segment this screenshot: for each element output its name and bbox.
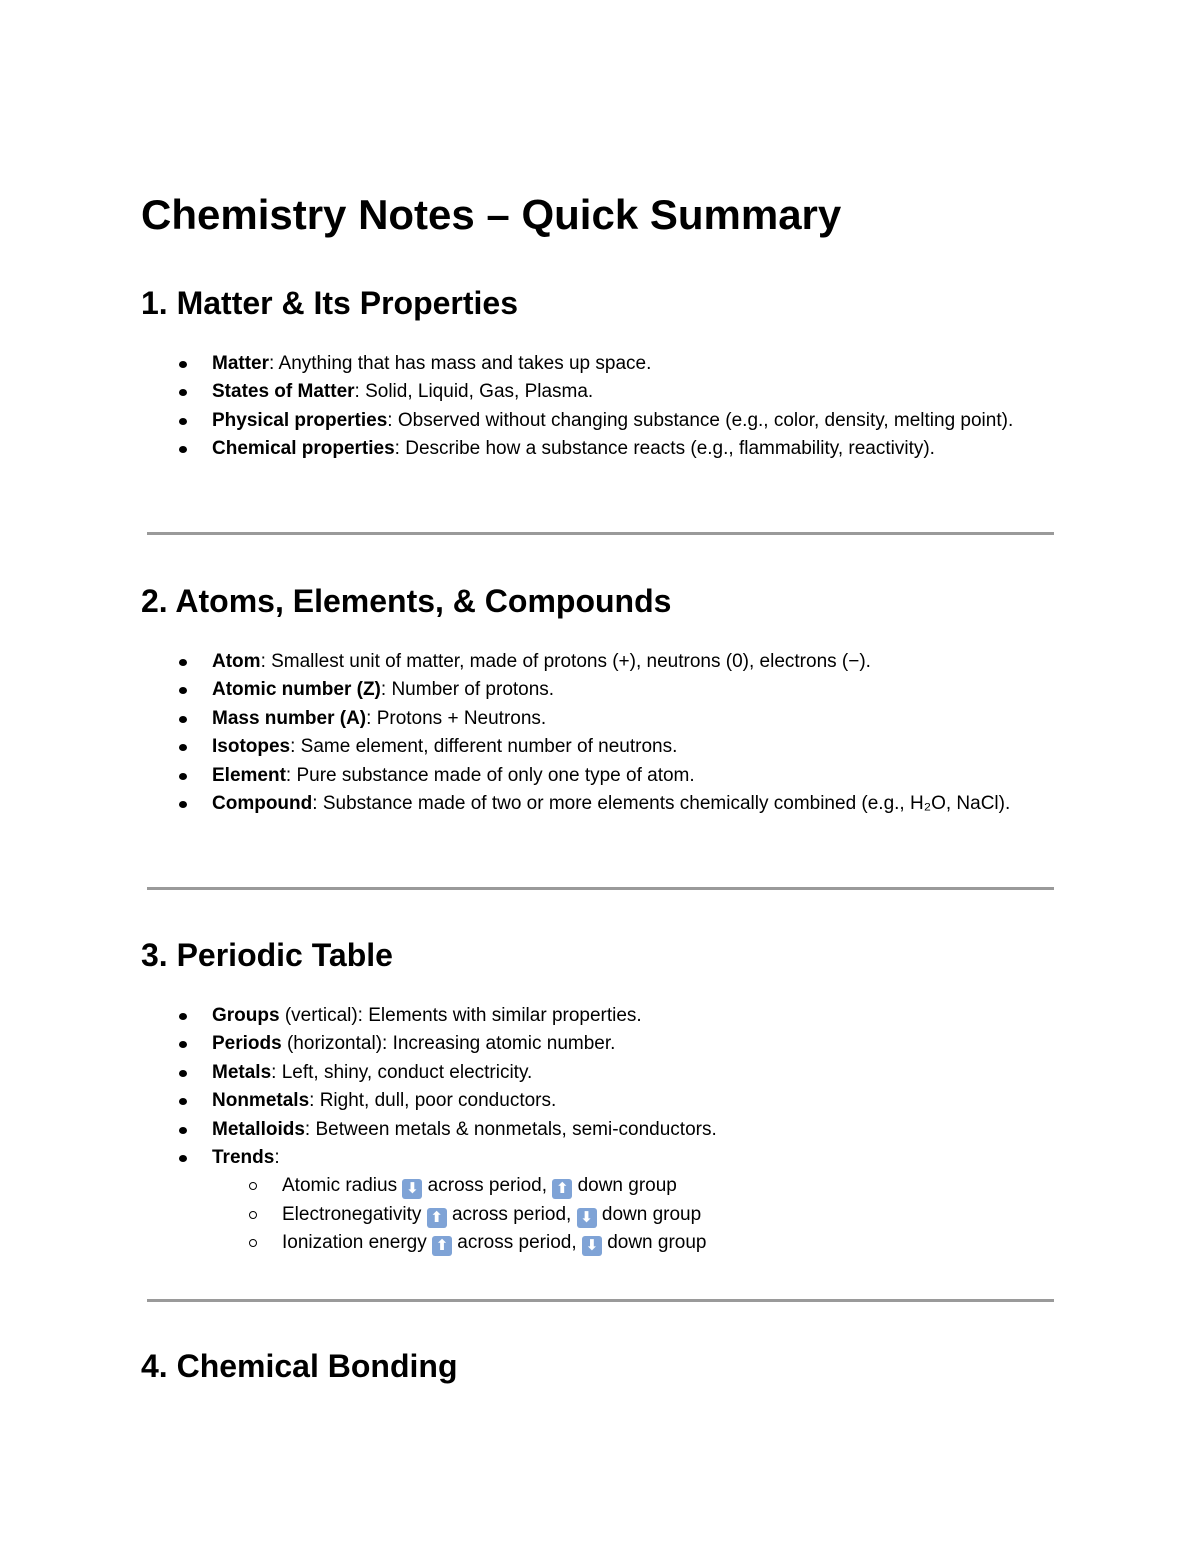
- list-item: [212, 435, 1072, 463]
- term: Compound: [212, 793, 313, 815]
- term: Element: [212, 764, 286, 786]
- list-item: [212, 1144, 1072, 1258]
- list-item: [212, 407, 1072, 435]
- definition: : Solid, Liquid, Gas, Plasma.: [354, 381, 594, 403]
- bullet-icon: [179, 1127, 187, 1134]
- trend-property: Atomic radius: [282, 1175, 398, 1197]
- bullet-icon: [179, 744, 187, 751]
- definition: : Between metals & nonmetals, semi-conductors.: [304, 1118, 717, 1140]
- term: Periods: [212, 1033, 282, 1055]
- bullet-icon: [179, 1098, 187, 1105]
- list-item: [212, 1002, 1072, 1030]
- atoms-bullet-list: [212, 648, 1072, 818]
- bullet-icon: [179, 389, 187, 396]
- term: Physical properties: [212, 409, 388, 431]
- definition: : Observed without changing substance (e.g., color, density, melting point).: [387, 409, 1014, 431]
- definition: : Anything that has mass and takes up space.: [269, 353, 652, 374]
- term: States of Matter: [212, 381, 355, 403]
- trend-item: [282, 1201, 1072, 1229]
- term: Matter: [212, 353, 270, 374]
- bullet-icon: [179, 446, 187, 453]
- document-title: Chemistry Notes – Quick Summary: [141, 191, 842, 238]
- bullet-icon: [179, 1155, 187, 1162]
- definition: : Right, dull, poor conductors.: [309, 1090, 557, 1112]
- sub-bullet-icon: [249, 1239, 257, 1247]
- section-heading-periodic-table: 3. Periodic Table: [141, 937, 393, 973]
- term: Atom: [212, 651, 261, 672]
- sub-bullet-icon: [249, 1211, 257, 1219]
- list-item: [212, 733, 1072, 761]
- list-item: [212, 762, 1072, 790]
- definition: (vertical): Elements with similar properties.: [279, 1005, 642, 1026]
- bullet-icon: [179, 801, 187, 808]
- list-item: [212, 1059, 1072, 1087]
- sub-bullet-icon: [249, 1182, 257, 1190]
- section-heading-atoms: 2. Atoms, Elements, & Compounds: [141, 583, 672, 619]
- trend-down: down group: [607, 1232, 707, 1254]
- definition: : Number of protons.: [380, 679, 555, 701]
- definition: : Pure substance made of only one type of atom.: [285, 764, 695, 786]
- list-item: [212, 790, 1072, 818]
- trends-sublist: [212, 1172, 1072, 1257]
- up-arrow-icon: ⬆: [427, 1208, 447, 1228]
- trend-down: down group: [577, 1175, 677, 1197]
- bullet-icon: [179, 1070, 187, 1077]
- term: Trends: [212, 1147, 275, 1169]
- trend-down: down group: [601, 1203, 702, 1225]
- term: Chemical properties: [212, 438, 395, 460]
- horizontal-rule: [147, 887, 1054, 890]
- definition: : Smallest unit of matter, made of protons (+), neutrons (0), electrons (−).: [260, 651, 871, 672]
- bullet-icon: [179, 1041, 187, 1048]
- down-arrow-icon: ⬇: [577, 1208, 597, 1228]
- list-item: [212, 676, 1072, 704]
- trend-item: [282, 1172, 1072, 1200]
- list-item: [212, 1116, 1072, 1144]
- definition: : Substance made of two or more elements chemically combined (e.g., H₂O, NaCl).: [312, 793, 1011, 815]
- matter-bullet-list: [212, 350, 1072, 464]
- definition: (horizontal): Increasing atomic number.: [281, 1033, 616, 1055]
- bullet-icon: [179, 687, 187, 694]
- section-heading-matter: 1. Matter & Its Properties: [141, 285, 518, 321]
- term: Mass number (A): [212, 707, 367, 729]
- up-arrow-icon: ⬆: [552, 1179, 572, 1199]
- down-arrow-icon: ⬇: [582, 1236, 602, 1256]
- down-arrow-icon: ⬇: [402, 1179, 422, 1199]
- list-item: [212, 1087, 1072, 1115]
- term: Isotopes: [212, 736, 291, 758]
- list-item: [212, 350, 1072, 378]
- definition: : Same element, different number of neutrons.: [290, 736, 678, 758]
- list-item: [212, 1030, 1072, 1058]
- definition: : Describe how a substance reacts (e.g., flammability, reactivity).: [394, 438, 935, 460]
- bullet-icon: [179, 361, 187, 368]
- definition: :: [274, 1147, 280, 1169]
- definition: : Protons + Neutrons.: [366, 707, 547, 729]
- list-item: [212, 648, 1072, 676]
- trend-across: across period,: [457, 1232, 577, 1254]
- horizontal-rule: [147, 1299, 1054, 1302]
- bullet-icon: [179, 716, 187, 723]
- term: Metalloids: [212, 1118, 305, 1140]
- list-item: [212, 705, 1072, 733]
- periodic-table-bullet-list: [212, 1002, 1072, 1258]
- term: Nonmetals: [212, 1090, 310, 1112]
- term: Metals: [212, 1061, 272, 1083]
- horizontal-rule: [147, 532, 1054, 535]
- trend-property: Electronegativity: [282, 1203, 422, 1225]
- list-item: [212, 378, 1072, 406]
- up-arrow-icon: ⬆: [432, 1236, 452, 1256]
- trend-property: Ionization energy: [282, 1232, 427, 1254]
- definition: : Left, shiny, conduct electricity.: [271, 1061, 533, 1083]
- term: Groups: [212, 1005, 280, 1026]
- section-heading-chemical-bonding: 4. Chemical Bonding: [141, 1348, 458, 1384]
- bullet-icon: [179, 1013, 187, 1020]
- trend-across: across period,: [427, 1175, 548, 1197]
- trend-across: across period,: [451, 1203, 572, 1225]
- trend-item: [282, 1229, 1072, 1257]
- bullet-icon: [179, 659, 187, 666]
- bullet-icon: [179, 418, 187, 425]
- term: Atomic number (Z): [212, 679, 381, 701]
- bullet-icon: [179, 773, 187, 780]
